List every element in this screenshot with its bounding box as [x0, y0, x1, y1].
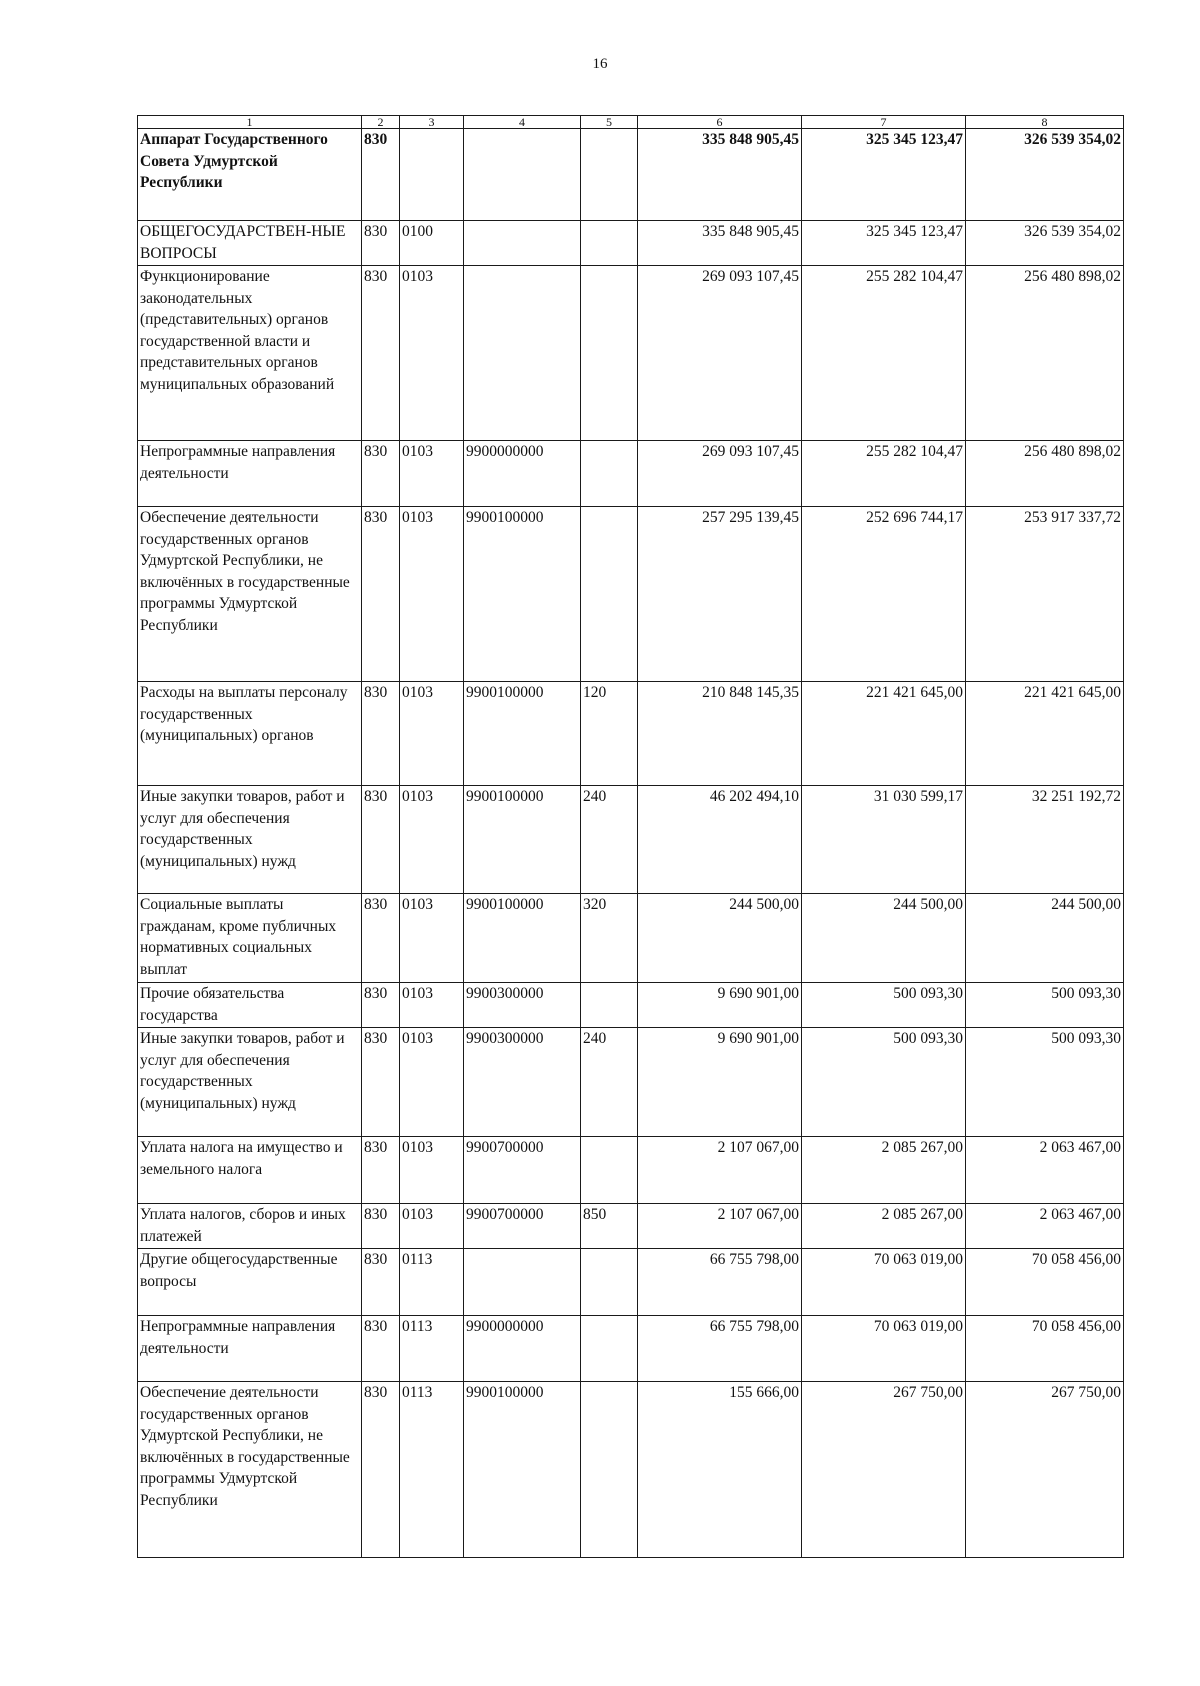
table-row [138, 266, 1124, 441]
col-header-8: 8 [966, 116, 1124, 129]
col-header-6: 6 [638, 116, 802, 129]
ministry-code: 830 [362, 983, 400, 1028]
amount-col-7: 255 282 104,47 [802, 266, 966, 441]
amount-col-8: 267 750,00 [966, 1382, 1124, 1558]
section-code [400, 129, 464, 221]
amount-col-8: 500 093,30 [966, 983, 1124, 1028]
section-code: 0103 [400, 507, 464, 682]
amount-col-7: 252 696 744,17 [802, 507, 966, 682]
section-code: 0113 [400, 1249, 464, 1316]
section-code: 0103 [400, 786, 464, 894]
amount-col-6: 335 848 905,45 [638, 129, 802, 221]
amount-col-6: 9 690 901,00 [638, 983, 802, 1028]
expense-type-code [581, 1382, 638, 1558]
amount-col-7: 70 063 019,00 [802, 1249, 966, 1316]
expense-type-code [581, 1249, 638, 1316]
amount-col-7: 2 085 267,00 [802, 1137, 966, 1204]
row-name: Прочие обязательства государства [138, 983, 362, 1028]
amount-col-6: 244 500,00 [638, 894, 802, 983]
amount-col-7: 500 093,30 [802, 983, 966, 1028]
row-name: Аппарат Государственного Совета Удмуртской Республики [138, 129, 362, 221]
target-article-code: 9900000000 [464, 1316, 581, 1382]
row-name: Непрограммные направления деятельности [138, 441, 362, 507]
table-row [138, 129, 1124, 221]
ministry-code: 830 [362, 682, 400, 786]
target-article-code: 9900100000 [464, 682, 581, 786]
table-row [138, 1028, 1124, 1137]
target-article-code [464, 1249, 581, 1316]
row-name: Функционирование законодательных (представительных) органов государственной власти и представительных органов муниципальных образований [138, 266, 362, 441]
table-row [138, 1204, 1124, 1249]
section-code: 0103 [400, 266, 464, 441]
expense-type-code [581, 1137, 638, 1204]
ministry-code: 830 [362, 441, 400, 507]
target-article-code: 9900300000 [464, 1028, 581, 1137]
section-code: 0113 [400, 1316, 464, 1382]
amount-col-7: 31 030 599,17 [802, 786, 966, 894]
page-number: 16 [592, 56, 608, 72]
amount-col-6: 269 093 107,45 [638, 266, 802, 441]
ministry-code: 830 [362, 894, 400, 983]
col-header-1: 1 [138, 116, 362, 129]
expense-type-code [581, 266, 638, 441]
amount-col-6: 155 666,00 [638, 1382, 802, 1558]
table-row [138, 682, 1124, 786]
expense-type-code [581, 507, 638, 682]
expense-type-code: 850 [581, 1204, 638, 1249]
amount-col-6: 66 755 798,00 [638, 1249, 802, 1316]
section-code: 0103 [400, 441, 464, 507]
budget-table [137, 115, 1124, 1558]
amount-col-6: 9 690 901,00 [638, 1028, 802, 1137]
section-code: 0100 [400, 221, 464, 266]
row-name: Социальные выплаты гражданам, кроме публичных нормативных социальных выплат [138, 894, 362, 983]
col-header-5: 5 [581, 116, 638, 129]
expense-type-code: 120 [581, 682, 638, 786]
amount-col-8: 256 480 898,02 [966, 441, 1124, 507]
table-row [138, 221, 1124, 266]
section-code: 0103 [400, 983, 464, 1028]
expense-type-code [581, 129, 638, 221]
amount-col-7: 255 282 104,47 [802, 441, 966, 507]
section-code: 0103 [400, 894, 464, 983]
row-name: Иные закупки товаров, работ и услуг для обеспечения государственных (муниципальных) нужд [138, 1028, 362, 1137]
header-row [138, 116, 1124, 129]
expense-type-code [581, 221, 638, 266]
expense-type-code [581, 983, 638, 1028]
table-row [138, 983, 1124, 1028]
amount-col-6: 210 848 145,35 [638, 682, 802, 786]
row-name: Другие общегосударственные вопросы [138, 1249, 362, 1316]
amount-col-7: 70 063 019,00 [802, 1316, 966, 1382]
target-article-code: 9900700000 [464, 1204, 581, 1249]
row-name: Уплата налога на имущество и земельного налога [138, 1137, 362, 1204]
section-code: 0103 [400, 1137, 464, 1204]
row-name: Иные закупки товаров, работ и услуг для обеспечения государственных (муниципальных) нужд [138, 786, 362, 894]
amount-col-6: 257 295 139,45 [638, 507, 802, 682]
amount-col-6: 269 093 107,45 [638, 441, 802, 507]
section-code: 0103 [400, 1028, 464, 1137]
section-code: 0113 [400, 1382, 464, 1558]
table-row [138, 507, 1124, 682]
row-name: Уплата налогов, сборов и иных платежей [138, 1204, 362, 1249]
amount-col-8: 326 539 354,02 [966, 129, 1124, 221]
col-header-2: 2 [362, 116, 400, 129]
table-row [138, 894, 1124, 983]
target-article-code: 9900100000 [464, 1382, 581, 1558]
expense-type-code [581, 1316, 638, 1382]
target-article-code: 9900000000 [464, 441, 581, 507]
row-name: Обеспечение деятельности государственных органов Удмуртской Республики, не включённых в государственные программы Удмуртской Республики [138, 1382, 362, 1558]
ministry-code: 830 [362, 1028, 400, 1137]
section-code: 0103 [400, 682, 464, 786]
ministry-code: 830 [362, 1249, 400, 1316]
row-name: Непрограммные направления деятельности [138, 1316, 362, 1382]
ministry-code: 830 [362, 507, 400, 682]
table-row [138, 1382, 1124, 1558]
expense-type-code: 240 [581, 1028, 638, 1137]
row-name: ОБЩЕГОСУДАРСТВЕН-НЫЕ ВОПРОСЫ [138, 221, 362, 266]
amount-col-7: 2 085 267,00 [802, 1204, 966, 1249]
table-row [138, 786, 1124, 894]
target-article-code: 9900100000 [464, 786, 581, 894]
amount-col-6: 335 848 905,45 [638, 221, 802, 266]
amount-col-8: 70 058 456,00 [966, 1249, 1124, 1316]
ministry-code: 830 [362, 129, 400, 221]
amount-col-7: 244 500,00 [802, 894, 966, 983]
target-article-code [464, 129, 581, 221]
col-header-7: 7 [802, 116, 966, 129]
ministry-code: 830 [362, 1316, 400, 1382]
amount-col-8: 256 480 898,02 [966, 266, 1124, 441]
target-article-code: 9900100000 [464, 507, 581, 682]
amount-col-6: 46 202 494,10 [638, 786, 802, 894]
row-name: Расходы на выплаты персоналу государственных (муниципальных) органов [138, 682, 362, 786]
row-name: Обеспечение деятельности государственных органов Удмуртской Республики, не включённых в государственные программы Удмуртской Республики [138, 507, 362, 682]
ministry-code: 830 [362, 1204, 400, 1249]
amount-col-8: 253 917 337,72 [966, 507, 1124, 682]
target-article-code: 9900300000 [464, 983, 581, 1028]
expense-type-code [581, 441, 638, 507]
expense-type-code: 320 [581, 894, 638, 983]
amount-col-8: 500 093,30 [966, 1028, 1124, 1137]
amount-col-6: 2 107 067,00 [638, 1204, 802, 1249]
table-row [138, 1249, 1124, 1316]
amount-col-7: 325 345 123,47 [802, 129, 966, 221]
col-header-4: 4 [464, 116, 581, 129]
table-row [138, 1316, 1124, 1382]
target-article-code: 9900700000 [464, 1137, 581, 1204]
ministry-code: 830 [362, 266, 400, 441]
target-article-code [464, 221, 581, 266]
amount-col-6: 66 755 798,00 [638, 1316, 802, 1382]
ministry-code: 830 [362, 1382, 400, 1558]
table-row [138, 441, 1124, 507]
expense-type-code: 240 [581, 786, 638, 894]
amount-col-8: 70 058 456,00 [966, 1316, 1124, 1382]
amount-col-8: 244 500,00 [966, 894, 1124, 983]
target-article-code [464, 266, 581, 441]
amount-col-8: 2 063 467,00 [966, 1137, 1124, 1204]
amount-col-8: 2 063 467,00 [966, 1204, 1124, 1249]
amount-col-8: 221 421 645,00 [966, 682, 1124, 786]
section-code: 0103 [400, 1204, 464, 1249]
ministry-code: 830 [362, 221, 400, 266]
amount-col-8: 326 539 354,02 [966, 221, 1124, 266]
amount-col-6: 2 107 067,00 [638, 1137, 802, 1204]
target-article-code: 9900100000 [464, 894, 581, 983]
ministry-code: 830 [362, 1137, 400, 1204]
amount-col-7: 500 093,30 [802, 1028, 966, 1137]
amount-col-7: 267 750,00 [802, 1382, 966, 1558]
col-header-3: 3 [400, 116, 464, 129]
table-row [138, 1137, 1124, 1204]
amount-col-8: 32 251 192,72 [966, 786, 1124, 894]
ministry-code: 830 [362, 786, 400, 894]
amount-col-7: 325 345 123,47 [802, 221, 966, 266]
amount-col-7: 221 421 645,00 [802, 682, 966, 786]
